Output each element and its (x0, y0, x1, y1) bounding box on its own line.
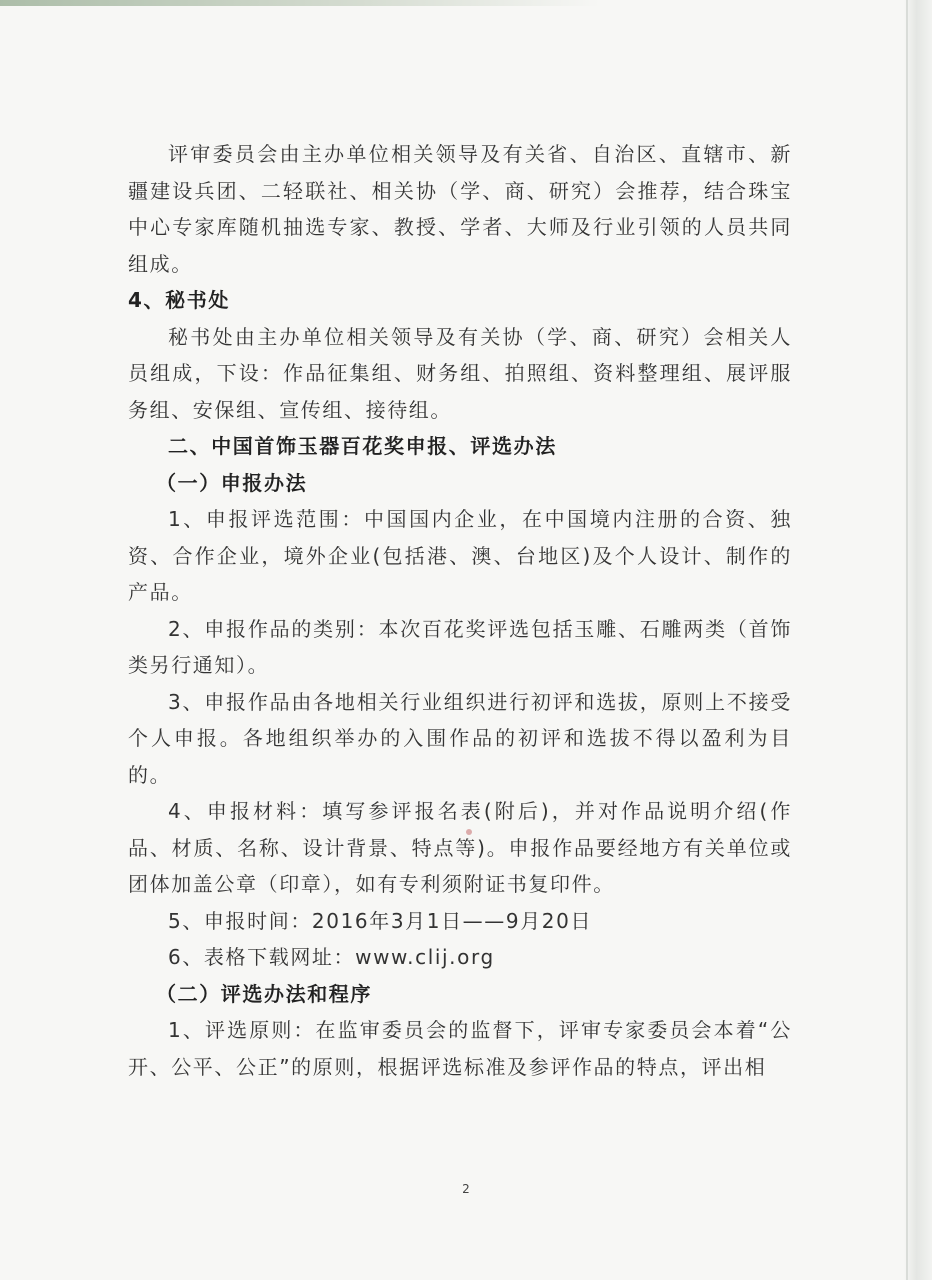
heading-application-method: （一）申报办法 (156, 470, 308, 495)
heading-section-two: 二、中国首饰玉器百花奖申报、评选办法 (168, 434, 557, 458)
page-number: 2 (462, 1182, 470, 1196)
paragraph-preselection: 3、申报作品由各地相关行业组织进行初评和选拔，原则上不接受个人申报。各地组织举办的入围作品的初评和选拔不得以盈利为目的。 (128, 689, 792, 787)
heading-secretariat: 4、秘书处 (128, 288, 230, 312)
paragraph-secretariat: 秘书处由主办单位相关领导及有关协（学、商、研究）会相关人员组成，下设：作品征集组、财务组、拍照组、资料整理组、展评服务组、安保组、宣传组、接待组。 (128, 324, 792, 422)
paragraph-category: 2、申报作品的类别：本次百花奖评选包括玉雕、石雕两类（首饰类另行通知）。 (128, 616, 792, 677)
document-body (128, 136, 792, 1085)
paragraph-time: 5、申报时间：2016年3月1日——9月20日 (168, 908, 593, 933)
paragraph-scope: 1、申报评选范围：中国国内企业，在中国境内注册的合资、独资、合作企业，境外企业(包括港、澳、台地区)及个人设计、制作的产品。 (128, 507, 792, 604)
paragraph-principle: 1、评选原则：在监审委员会的监督下，评审专家委员会本着“公开、公平、公正”的原则，根据评选标准及参评作品的特点，评出相 (128, 1018, 792, 1079)
paragraph-download: 6、表格下载网址：www.clij.org (168, 945, 495, 969)
paragraph-materials: 4、申报材料：填写参评报名表(附后)，并对作品说明介绍(作品、材质、名称、设计背景、特点等)。申报作品要经地方有关单位或团体加盖公章（印章），如有专利须附证书复印件。 (128, 799, 792, 896)
scan-edge-right (904, 0, 932, 1280)
scan-line-right (906, 0, 908, 1280)
paragraph-committee: 评审委员会由主办单位相关领导及有关省、自治区、直辖市、新疆建设兵团、二轻联社、相关协（学、商、研究）会推荐，结合珠宝中心专家库随机抽选专家、教授、学者、大师及行业引领的人员共同组成。 (128, 142, 792, 276)
scan-edge-top (0, 0, 600, 6)
heading-selection-procedure: （二）评选办法和程序 (156, 981, 372, 1006)
